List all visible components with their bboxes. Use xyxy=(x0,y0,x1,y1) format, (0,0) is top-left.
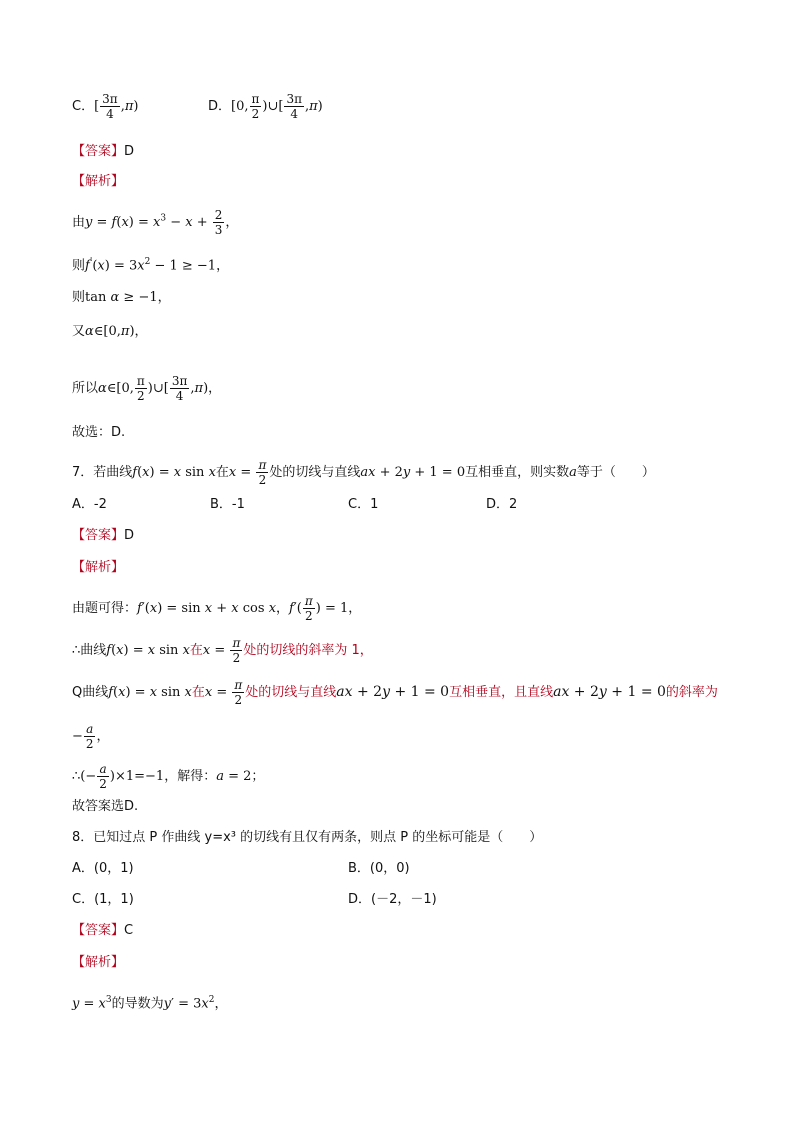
q7-option-b: B．-1 xyxy=(210,497,245,512)
q8-stem: 8．已知过点 P 作曲线 y=x³ 的切线有且仅有两条，则点 P 的坐标可能是（ ） xyxy=(72,830,543,845)
q7-analysis-line5: ∴(− $\frac{a}{2}$ )×1=−1，解得：a = 2； xyxy=(72,762,265,791)
q6-analysis-tag: 【解析】 xyxy=(72,174,125,189)
q7-analysis-line3: Q曲线f(x) = x sin x在x = $\frac{\pi}{2}$ 处的切线与直线ax + 2y + 1 = 0互相垂直，且直线ax + 2y + 1 = 0的斜率为 xyxy=(72,678,718,707)
q7-stem: 7．若曲线f(x) = x sin x在x = $\frac{\pi}{2}$ 处的切线与直线ax + 2y + 1 = 0互相垂直，则实数a等于（ ） xyxy=(72,458,655,487)
q8-option-d: D．(－2，－1) xyxy=(348,892,437,907)
q6-analysis-line5: 所以α∈[0, $\frac{\pi}{2}$ )∪[ $\frac{3\pi}{4}$ ,π)， xyxy=(72,374,222,403)
q8-analysis-tag: 【解析】 xyxy=(72,955,125,970)
fraction: $\frac{3\pi}{4}$ xyxy=(171,374,188,403)
q6-conclusion: 故选：D. xyxy=(72,425,126,440)
q6-analysis-line4: 又α∈[0,π)， xyxy=(72,324,148,339)
q6-option-d: D．[0, $\frac{\pi}{2}$ )∪[ $\frac{3\pi}{4}$ ,π) xyxy=(208,92,323,121)
q7-analysis-line4: − $\frac{a}{2}$ ， xyxy=(72,722,110,751)
q7-analysis-line1: 由题可得：f′(x) = sin x + x cos x，f′( $\frac{\pi}{2}$ ) = 1， xyxy=(72,594,362,623)
fraction: $\frac{\pi}{2}$ xyxy=(234,678,243,707)
q7-analysis-line2: ∴曲线f(x) = x sin x在x = $\frac{\pi}{2}$ 处的切线的斜率为 1， xyxy=(72,636,373,665)
q7-option-d: D．2 xyxy=(486,497,518,512)
q8-option-b: B．(0，0) xyxy=(348,861,410,876)
q8-analysis-line1: $y = x^3$的导数为$y' = 3x^2$， xyxy=(72,995,228,1012)
fraction: $\frac{a}{2}$ xyxy=(85,722,94,751)
q7-answer: 【答案】D xyxy=(72,528,135,543)
q6-analysis-line2: 则$f'(x) = 3x^2 - 1 \ge -1$， xyxy=(72,257,230,274)
fraction: $\frac{\pi}{2}$ xyxy=(136,374,145,403)
q8-option-c: C．(1，1) xyxy=(72,892,134,907)
q7-option-c: C．1 xyxy=(348,497,379,512)
q7-option-a: A．-2 xyxy=(72,497,107,512)
fraction: $\frac{\pi}{2}$ xyxy=(232,636,241,665)
fraction: $\frac{\pi}{2}$ xyxy=(251,92,260,121)
fraction: $\frac{3\pi}{4}$ xyxy=(286,92,302,121)
q6-option-c: C．[ $\frac{3\pi}{4}$ ,π) xyxy=(72,92,139,121)
q6-analysis-line3: 则tan α ≥ −1， xyxy=(72,290,171,305)
q7-analysis-tag: 【解析】 xyxy=(72,560,125,575)
fraction: $\frac{\pi}{2}$ xyxy=(258,458,267,487)
q8-option-a: A．(0，1) xyxy=(72,861,134,876)
fraction: $\frac{3\pi}{4}$ xyxy=(102,92,118,121)
q6-analysis-line1: 由$y = f(x) = x^3 - x$ + $\frac{2}{3}$ ， xyxy=(72,208,239,237)
q8-answer: 【答案】C xyxy=(72,923,134,938)
q6-answer: 【答案】D xyxy=(72,144,135,159)
fraction: $\frac{2}{3}$ xyxy=(214,208,223,237)
fraction: $\frac{a}{2}$ xyxy=(99,762,107,791)
fraction: $\frac{\pi}{2}$ xyxy=(304,594,313,623)
q7-conclusion: 故答案选D. xyxy=(72,799,139,814)
